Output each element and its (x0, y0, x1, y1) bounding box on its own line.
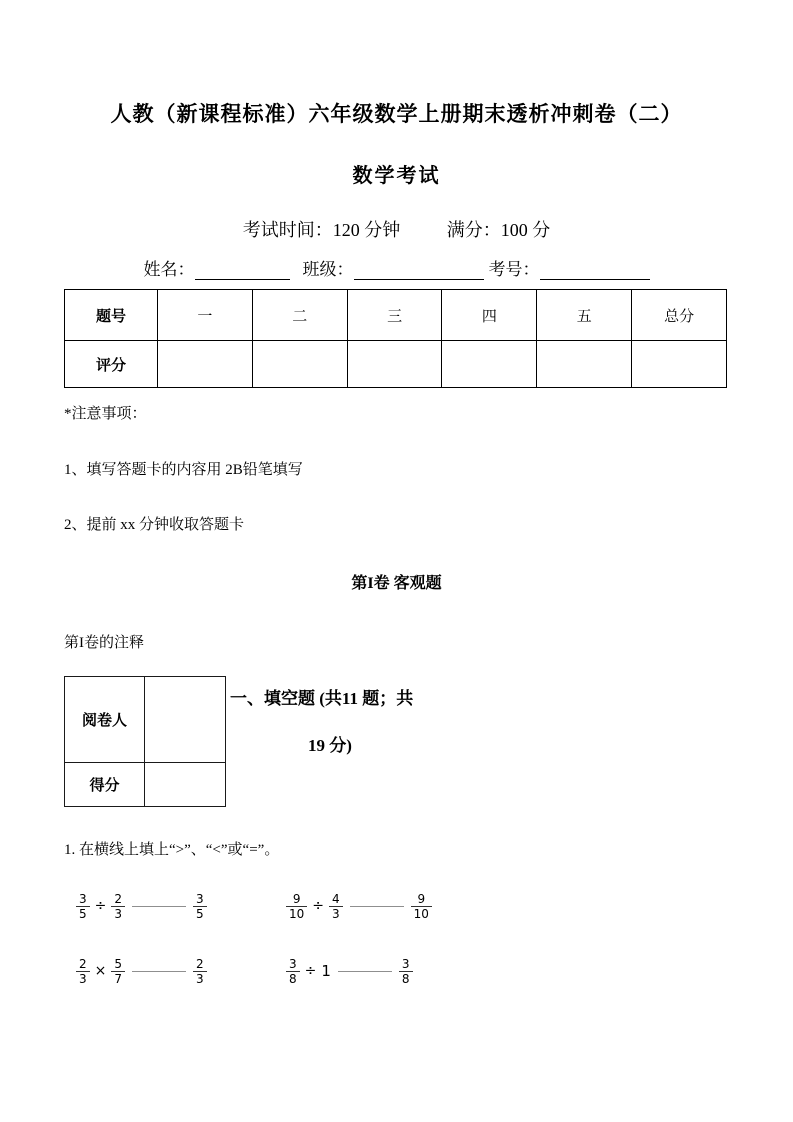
fraction-denominator: 3 (79, 971, 87, 986)
fraction-denominator: 8 (401, 971, 410, 986)
fraction-denominator: 5 (196, 906, 204, 921)
answer-blank-line (350, 905, 404, 907)
result-fraction (193, 957, 207, 986)
exam-no-label: 考号： (488, 260, 540, 279)
class-label: 班级： (302, 260, 354, 279)
notices-title: *注意事项： (64, 406, 147, 422)
fraction-numerator: 3 (399, 957, 413, 972)
question1-comparison-grid (76, 884, 716, 993)
answer-blank-line (132, 905, 186, 907)
section-heading-line1: 一、填空题 (共11 题；共 (230, 689, 414, 708)
header-cell-4: 四 (442, 290, 537, 341)
fraction (111, 892, 125, 921)
header-cell-question-no: 题号 (65, 290, 158, 341)
score-cell (252, 341, 347, 388)
grader-score-box (64, 676, 226, 807)
full-score-label: 满分：100 分 (446, 220, 551, 240)
score-cell (537, 341, 632, 388)
section-heading-line2: 19 分) (308, 736, 352, 755)
fraction-denominator: 3 (196, 971, 204, 986)
fraction (76, 957, 90, 986)
header-cell-1: 一 (158, 290, 253, 341)
answer-blank-line (132, 970, 186, 972)
fraction-numerator: 5 (111, 957, 125, 972)
exam-time-label: 考试时间：120 分钟 (242, 220, 401, 240)
result-fraction (399, 957, 413, 986)
fraction-numerator: 3 (193, 892, 207, 907)
fraction-denominator: 7 (114, 971, 123, 986)
comparison-item (76, 884, 286, 928)
fraction-numerator: 2 (193, 957, 207, 972)
fraction-denominator: 10 (413, 906, 429, 921)
score-row-label: 评分 (65, 341, 158, 388)
score-cell (158, 341, 253, 388)
table-header-row (65, 290, 727, 341)
part1-note: 第I卷的注释 (64, 635, 144, 651)
score-summary-table (64, 289, 727, 388)
fraction (111, 957, 125, 986)
exam-no-blank (540, 259, 650, 280)
fraction (286, 957, 300, 986)
header-cell-3: 三 (347, 290, 442, 341)
grader-input-cell (145, 677, 225, 763)
fraction-numerator: 9 (286, 892, 307, 907)
class-blank (354, 259, 484, 280)
fraction-denominator: 5 (79, 906, 87, 921)
notice-item-1: 1、填写答题卡的内容用 2B铅笔填写 (64, 462, 303, 478)
comparison-item (286, 949, 716, 993)
fraction-numerator: 4 (329, 892, 343, 907)
fraction-numerator: 3 (286, 957, 300, 972)
comparison-item (286, 884, 716, 928)
fraction-numerator: 2 (76, 957, 90, 972)
header-cell-total: 总分 (632, 290, 727, 341)
comparison-item (76, 949, 286, 993)
fraction-numerator: 3 (76, 892, 90, 907)
student-info-line (0, 255, 793, 280)
fraction-denominator: 3 (332, 906, 340, 921)
score-cell (347, 341, 442, 388)
exam-subtitle: 数学考试 (352, 165, 441, 187)
header-cell-2: 二 (252, 290, 347, 341)
notice-item-2: 2、提前 xx 分钟收取答题卡 (64, 517, 245, 533)
fraction-denominator: 3 (114, 906, 123, 921)
part1-title: 第I卷 客观题 (351, 575, 442, 592)
fraction (76, 892, 90, 921)
score-label: 得分 (65, 763, 145, 806)
whole-number: 1 (321, 962, 331, 980)
page-title: 人教（新课程标准）六年级数学上册期末透析冲刺卷（二） (110, 102, 683, 126)
operator: ÷ (312, 898, 325, 914)
table-score-row (65, 341, 727, 388)
operator: × (94, 963, 107, 979)
score-cell (632, 341, 727, 388)
result-fraction (411, 892, 432, 921)
grader-label: 阅卷人 (65, 677, 145, 763)
fraction-numerator: 9 (411, 892, 432, 907)
score-cell (442, 341, 537, 388)
name-blank (195, 259, 290, 280)
answer-blank-line (338, 970, 392, 972)
fraction-denominator: 8 (289, 971, 297, 986)
score-input-cell (145, 763, 225, 806)
name-label: 姓名： (143, 260, 195, 279)
operator: ÷ (94, 898, 107, 914)
fraction (329, 892, 343, 921)
exam-info-line (0, 216, 793, 242)
header-cell-5: 五 (537, 290, 632, 341)
question1-text: 1. 在横线上填上“>”、“<”或“=”。 (64, 842, 280, 858)
fraction-denominator: 10 (289, 906, 305, 921)
operator: ÷ (304, 963, 317, 979)
result-fraction (193, 892, 207, 921)
fraction (286, 892, 307, 921)
fraction-numerator: 2 (111, 892, 125, 907)
section-heading-fill-in-blanks (230, 687, 430, 758)
